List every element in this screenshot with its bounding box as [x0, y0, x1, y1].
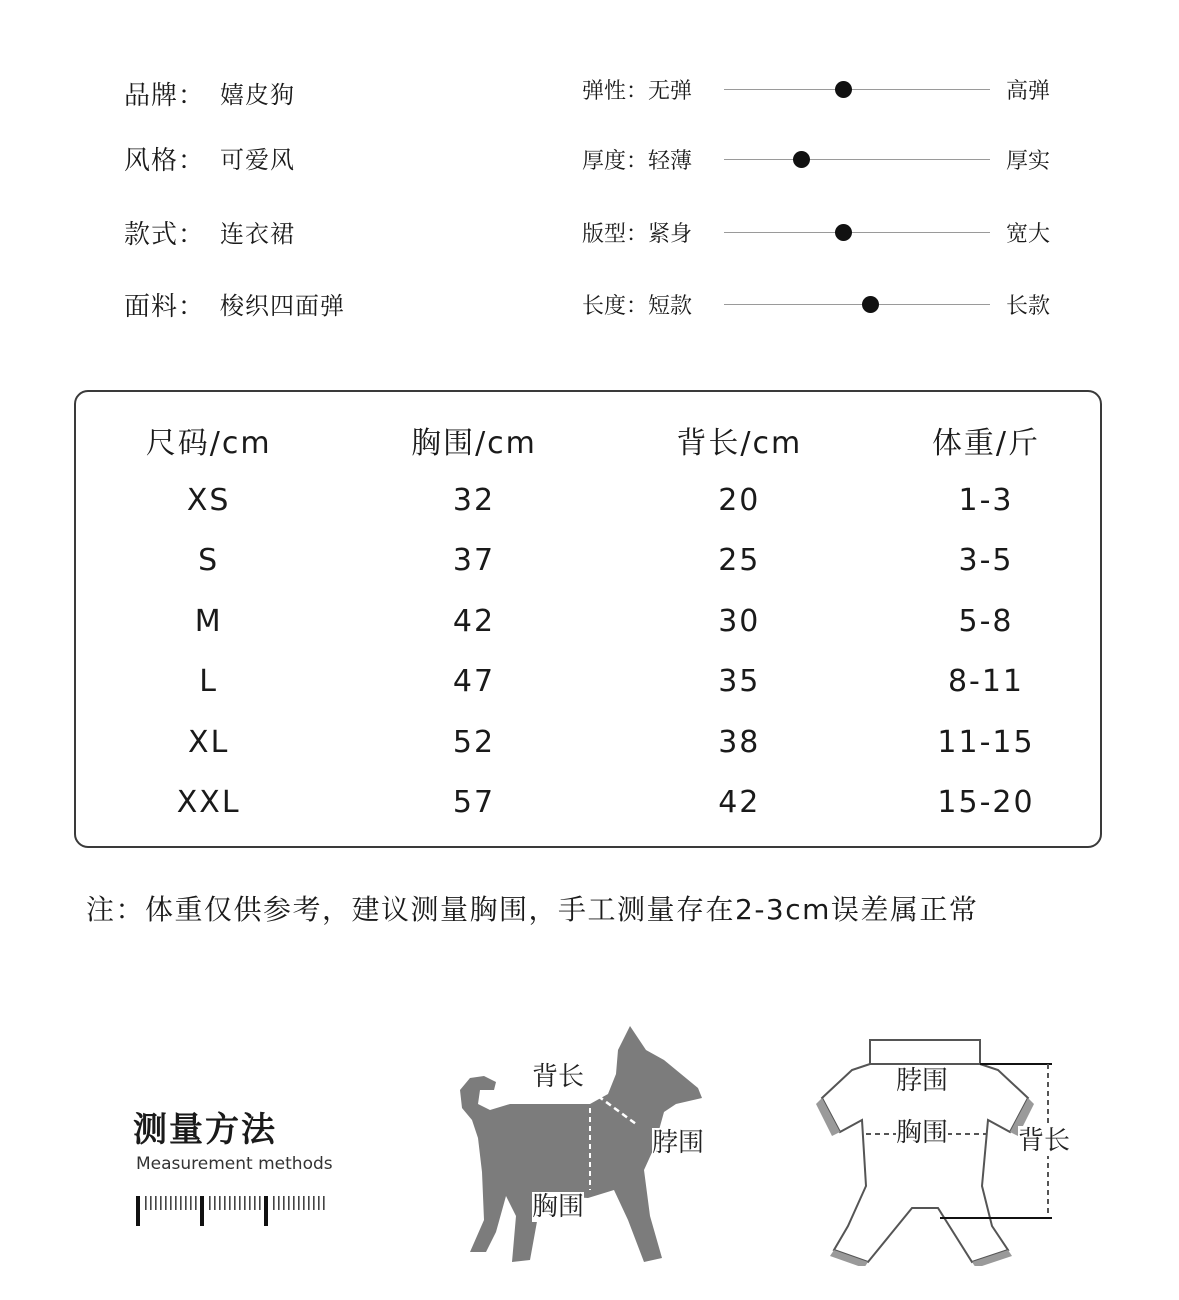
back-length-label: 背长 [532, 1062, 585, 1092]
garment-back-length-label: 背长 [1018, 1126, 1071, 1156]
scale-marker [793, 151, 810, 168]
table-cell: 47 [452, 664, 496, 700]
table-cell: 38 [718, 724, 761, 760]
table-cell: 30 [718, 603, 761, 639]
table-cell: 15-20 [937, 785, 1035, 821]
table-cell: 3-5 [958, 543, 1014, 579]
scale-track [724, 159, 990, 160]
attribute-value: 梭织四面弹 [220, 292, 345, 320]
garment-neck-label: 脖围 [896, 1066, 949, 1096]
table-cell: 11-15 [937, 724, 1035, 760]
attribute-label: 风格： [124, 146, 206, 176]
size-table [76, 410, 1100, 833]
table-cell: XXL [176, 785, 241, 821]
attribute-value: 可爱风 [220, 146, 295, 174]
scale-marker [835, 224, 852, 241]
scale-length [582, 283, 1062, 323]
table-cell: 42 [452, 603, 496, 639]
scale-label: 版型：紧身 [582, 222, 693, 247]
garment-measurement-figure [812, 1036, 1092, 1266]
table-cell: S [198, 543, 220, 579]
size-table-header [76, 410, 1100, 470]
table-row [76, 712, 1100, 773]
scale-thickness [582, 138, 1062, 178]
column-header: 胸围/cm [411, 426, 537, 461]
attribute-row-type [124, 214, 295, 251]
neck-label: 脖围 [652, 1128, 705, 1158]
table-cell: XS [186, 482, 231, 518]
attribute-value: 嬉皮狗 [220, 81, 295, 109]
attribute-label: 款式： [124, 220, 206, 250]
garment-chest-label: 胸围 [896, 1118, 949, 1148]
column-header: 背长/cm [676, 426, 803, 461]
scale-label: 长度：短款 [582, 294, 693, 319]
table-row [76, 773, 1100, 834]
table-cell: 25 [718, 543, 761, 579]
column-header: 尺码/cm [145, 426, 272, 461]
table-cell: L [199, 664, 219, 700]
dog-measurement-figure [440, 1020, 730, 1270]
table-cell: M [194, 603, 223, 639]
attribute-value: 连衣裙 [220, 220, 295, 248]
table-row [76, 531, 1100, 592]
table-cell: 35 [718, 664, 761, 700]
column-header: 体重/斤 [931, 426, 1041, 461]
scale-max-label: 高弹 [1006, 79, 1051, 104]
attribute-row-brand [124, 75, 295, 112]
table-cell: 8-11 [947, 664, 1025, 700]
scale-max-label: 厚实 [1006, 149, 1051, 174]
table-cell: 57 [452, 785, 496, 821]
table-cell: 32 [452, 482, 496, 518]
table-row [76, 652, 1100, 713]
size-chart [74, 390, 1102, 848]
table-cell: 37 [452, 543, 496, 579]
table-cell: XL [188, 724, 230, 760]
scale-track [724, 232, 990, 233]
attribute-row-style [124, 140, 295, 177]
table-cell: 42 [718, 785, 761, 821]
table-row [76, 470, 1100, 531]
scale-track [724, 304, 990, 305]
scale-label: 弹性：无弹 [582, 79, 693, 104]
scale-marker [862, 296, 879, 313]
table-cell: 52 [452, 724, 496, 760]
scale-track [724, 89, 990, 90]
method-title: 测量方法 [133, 1110, 277, 1150]
table-cell: 20 [718, 482, 761, 518]
scale-max-label: 长款 [1006, 294, 1051, 319]
scale-elasticity [582, 68, 1062, 108]
measurement-note: 注：体重仅供参考，建议测量胸围，手工测量存在2-3cm误差属正常 [86, 893, 979, 926]
method-subtitle: Measurement methods [136, 1154, 333, 1174]
table-cell: 5-8 [958, 603, 1014, 639]
scale-max-label: 宽大 [1006, 222, 1051, 247]
chest-label: 胸围 [532, 1192, 585, 1222]
table-cell: 1-3 [958, 482, 1014, 518]
scale-label: 厚度：轻薄 [582, 149, 693, 174]
scale-marker [835, 81, 852, 98]
table-row [76, 591, 1100, 652]
attribute-label: 品牌： [124, 81, 206, 111]
scale-fit [582, 211, 1062, 251]
attribute-label: 面料： [124, 292, 206, 322]
ruler-icon [136, 1188, 328, 1232]
attribute-row-fabric [124, 286, 345, 323]
